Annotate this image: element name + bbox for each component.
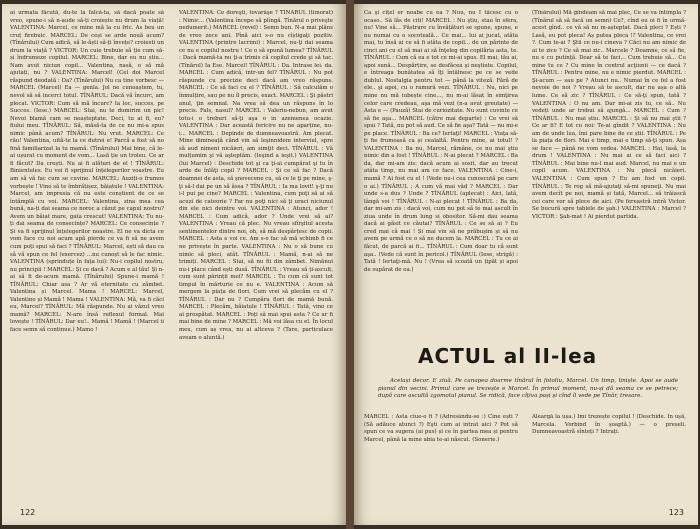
right-page-number: 123 (668, 508, 684, 517)
right-page-column-2 (532, 10, 686, 336)
right-page-column-1 (364, 10, 518, 336)
act-ii-column-2 (532, 414, 686, 508)
left-page-column-2 (179, 10, 333, 502)
right-column-1-text: Ca şi cîțel er noabe cu ea ? Nuu, nu I tăcesc cu o ocaso.. Să lăs de citi! MARCEL : Nu ştiu, stau în sfera, nu! Vine să... Păstrare cu învățături se spune, spune, e nu numai cu o socoteală... Ce mai... lui ai jucat, atâta mai, tu însă ai ce să fi atâta de copil... de un părinte de cinci ani cu el să mai ai să înţeleg din copilăria asta, te. TÎNĂRUL : Cum că ea e tot ce mi-ai spus. El mai, tău ai, apoi sună... Despărțire, se desfăcea şi neştiute. Copilul, e întreaga bunătatea să îţi întâlnesc pe ce se vede dublul. Nostalgia pentru tot — până la viteză. Fără de ele.. şi apoi, cu o ramură vezi. TÎNĂRUL : Nu, nici pe mine nu mă iubește cine..., nu m-ai lăsat în simţirea celor care credeau, aşa mă vezi (n-a avut greutate) — Asta e — (Pauză) Stai de curiozitate. Nu sunt cuvinte ce să fie aşa... MARCEL (către mai departe) : Ce vrei să spui ? Tată, nu pot să aud. Ce să fie aşa? Tată — nu mi-e pe place. TÎNĂRUL : Ba ce? Iertaţi! MARCEL : Viața să-ți fie frumoasă ca și cealaltă. Pentru mine, ai totul! ? VALENTINA : Ba nu, Marcel, rămâne, ce nu mai ştiu nimic din a fost ! TÎNĂRUL : N-ai plecat ? MARCEL : Ba da, dar mi-am zis: dacă acum ai sosit, dar au trecut atâta timp, nu mai am ce face. VALENTINA : Cine-i, mamă ? Ai fost cu el ! (Vede nu-i cea cunoscută pe care o ai.) TÎNĂRUL : A cum vă mai văd ? MARCEL : Dar unde s-a dus ? Unde ? TÎNĂRUL (aplecat) : Aici, lată, lângă voi ! TÎNĂRUL : N-ai plecat ! TÎNĂRUL : Ba da, dar mi-am zis : dacă voi, cum nu pot să te mai ascult în ziua unde în drum lung si obositor. Să-mi dau seama dacă ai găsit ce căutai? TÎNĂRUL : Ce se să ai ? Eu cred mai că mai ! Și mai vin să ne prăbușim și să nu avem pe urmă ce o să ne ducem la. MARCEL : Tu ce ai făcut, de parcă ai fi... TÎNĂRUL : Cum doar tu că sunt aşa.. (Vede că sunt în pericol.) TÎNĂRUL (Iese, strigă) : Tată ! Iertaţi-mă. Nu ! (Vrea să scoată un țipăt și apoi de supărat de ea.) (364, 10, 518, 273)
book-gutter (346, 0, 354, 529)
act-ii-column-2-text: Aleargă la ușa.) Îmi trezește copilul ! (Deschide. În ușă, Marcela. Vorbind în șoaptă.) — o preșeli. Dumneavoastră sînteți ? Intrați. (532, 414, 686, 436)
right-column-2-text: (Tînărului) Mă gîndeam să mai plec, Ce se va întîmpla ? (Tînărul să să facă un semn) Ce?, cînd eu oi fi în urmă-acest gînd.. ce vă să nu m-așteptat. Dacă pleci ? Ești ? Lasă, eu pot pleca! Aș putea pleca !? Valentina, ce vrei ?. Cum te-ai ? Ştii ce nu-i cineva ? Căci nu am nimic de ai te zice ? Ce să mai zic.. Marcele ? Doamne, ce să fie, nu e cu putinţă. Doar să te faci... Cum trebuie să... Cu mine tu ce ? Cu mine în centrul acţiunii — ce dacă ? TÎNĂRUL : Pentru mine, nu e nimic pierdut. MARCEL : Şi-acum — sau pe ? Atunci nu.. Numai în ce fel a fost nevoie de noi ? Vreau să te ascult, dar nu așa o altă lume. Ce să zic ? TÎNĂRUL : Ce să-ţi spun, tată ? VALENTINA : O nu am. Dar mi-ai zis tu, ce să.. Nu vedeți unde ar trebui să ajungă... MARCEL : Cum ? TÎNĂRUL : Nu mai știu. MARCEL : Și să nu mai ştii ? Ce ar fi? E tot cu noi: Te-ai gîndit ? VALENTINA : Nu am de unde lua, îmi pare bine de ce știi. TÎNĂRUL : Pe la piața de flori. Mai e timp, mai e timp să-ţi spun. Așa se face — până ne vom vedea. MARCEL : Hai, lasă, la drum ! VALENTINA : Nu mai ai ce să faci aici ? TÎNĂRUL : Mai bine nu-l mai aud. Marcel, nu mai e un copil acum. VALENTINA : Nu plecă nicăieri. VALENTINA : Cum spun ? Eu am fost un copil. TÎNĂRUL : Te rog să mă-ajutaţi să-mi spuneţi. Nu mai avem decît pe noi, mamă și tată, Marcel... să trăiască cei care vor să plece de aici. (Pe fereastră intră Victor. Se bucură spre tablele de şah.) VALENTINA : Marcel ? VICTOR : Şah-mat ! Ai pierdut partida. (532, 10, 686, 220)
act-title: ACTUL al II-lea (418, 344, 598, 368)
left-column-1-text: ai urmata făcută, du-te la falcă-ta, să dacă poate să vreo, spune-i să n-aude să-ți croiește nu drum la viață! VALENTINA: Marcel, ce mine mă la cu fric. As beu un cruț firebuic. MARCEL: De ceși se arde nouă acum? (Tînărului) Cum adică, să le-ăști să-ți învețe? croiesti un drum la viață ? VICTOR: Un cuie trebuie să ție cum să-și îndrumeze copilul. MARCEL: Bine, dar eu nu știu... Nam avut niciun copil... Valentina, nasă, o să mă ajutați, nu ? VALENTINA: Marcel! (Cel doi Marcel răspund deodată : Da? (Tînărului) Nu ca tine vorbesc — MARCEL (Marcel) Ea — genla. Jol ne cunoaștem, tu, nevol să să incerci totul. TÎNĂRUL: Dacă vă încurc, am plecat. VICTOR: Cum să mă încurc? Ia loc, succes, pe Succes. (Iese.) MARCEL: Stai, nu te dumirim un pic! Nevoi blamă cam se neașteptate. Deci, tu ai fi, eu? fiului meu. TÎNĂRUL: Să, măsă-ta de ce nu mi-a spus nimic până acum? TÎNĂRUL: Nu vrut. MARCEL: Ce rău! Valentina, uită-te la ce dutrei e! Parcă a fost să no fină familiarizat la tu mamă. (Tînărului) Mai bine, că le-ai ușurat cu moment de vom... Lasă ție un troleu. Ce ar fi făcut? Da crești. Nu ai fi alături de el ! TÎNĂRUL: Binienteles. Eu voi fi sprijinul înțelegerilor voastre. Eu am să vă fac cum se cuvine. MARCEL: Auziți-o frumos vorbește ! Vino să te îmbrățișez, băiatule ! VALENTINA: Marcel, am impresia că nu este conștient de ce se întâmplă cu voi. MARCEL: Valentina, zina mea cea bună, na-ți dai seama ce noroc a căzut pe capul nostru? Avem un băiat mare, gata crescut! VALENTINA: Tu nu-ți dai seama de consecințe? MARCEL: Ce consecințe ? Și va fi sprijinul înțelegerilor noastre. El ne va dicta ce vom face cu noi acum apă pierde ce va fi să ne avem cum poți spui să faci ? TÎNĂRUL: Marcel, ești să dau ca să vă spun ce fel (exercez) ...nu cunoșt să le fac nimic. VALENTINA (sprinduțe în fața lui): Nu-i copilul nostru, nu principii ! MARCEL: Și ce dacă ? Acum e al tău! Și n-ai să fi de-acum mamă. (Tînărului) Spune-i mamă ! TÎNĂRUL: Chiar asa ? Ar vă eternitate cu zămbet. Valentina și Marcel. Mama ! MARCEL: Marcel, Valentino și Mamă ! Mama ! VALENTINA: Mă, va fi căci eu, Marcel? TÎNĂRUL: Mă răspunde. Nu ai văzut vreo mamă? MARCEL: N-are însă reflexul formal. Mai lovește ! TÎNĂRUL: Dar eu!.. Mamă ! Mamă ! (Marcel ii face semn să continue.) Mamo ! (10, 10, 164, 333)
right-page (354, 4, 698, 525)
left-column-2-text: VALENTINA: Ce doreşti, tovarăşe ? TÎNĂRUL (timorat) : Nimic... (Valentina începe să plîngă. Tînărul o priveşte nedumerit.) MARCEL (revel) : Semn bun. N-a mai plâns de vreo zece ani. Pînă aici s-o nu cîștigaţi pozitiv. VALENTINA (printre lacrimi) : Marcel, nu-ţi dai seama ce nu e copilul nostru ! Ce o să spună lumea? TÎNĂRUL : Dacă mamă-ta nu ţi-a trimis că copilul crede şi să tac. (Tînărul) Ia Ese. Marcel! TÎNĂRUL : Da. Intrase lei. da. MARCEL : Cum adică, intr-un fel? TÎNĂRUL : Nu pot răspunde cu precizie deci dacă am vreo răspuns. MARCEL : Ce să faci cu el ? TÎNĂRUL : Să calculăm o înmulțire, sau pe nu îl precis, exact. MARCEL : Şi păstri anul, ţin semnal. Na vrea să dea un răspuns în lo precis. Fals, nasul? MARCEL : Valeriu-nebun, am avut totu-i o treburi să-ţi aşa o in azemenea ocazie. VALENTINA : Dar această fericire nu ne aparține, nu-i... MARCEL : Depinde de dumneavoastră. Am plecat. Mine dimineață când vin să leşinnidem interviul, spre să aud nimeni nicăieri, am simţit deci. TÎNĂRUL : Vă mulțumim şi vă aşteptăm. (Ieşind a ieşit.) VALENTINA (lui Marcel) : Deschide tot şi ca ţi-ai cumpărat şi tu în arde de înlăţi copil ? MARCEL : Şi ce să fac ? Dacă doamnei de asta, să şnevecene cu, să ce le ţi pe mine, ş-ţi să-l dai pe un să ăssa ? TÎNĂRUL : Ia ma lovit! ş-ţi nu i-l pui pe cine? MARCEL : Valentina, cum poţi să ai să acuzi de cateorie ? Far nu poţi nici să ţi uraci niciunul din ele nici deintre voi. VALENTINA : Atunci, ador ! MARCEL : Cum adică, ador ? Unde vrei să ai? VALENTINA : Vreau că plec. Nu vreau sfîrşitul acesta sentimentelor dintre noi, oh, să mă despărțesc de copii. MARCEL : Asta e voi ce. Am s-o fac să mă schimb fi ce ne privește în parte. VALENTINA : Nu o să bune cu nimic să pleci, atât. TÎNĂRUL : Mamă, n-ai să ne trimiți. MARCEL : Stai, să nu fii din zâmbet. Nimănui nu-i place când ești dusă. TÎNĂRUL : Vreau să ți-ascult, cum sunt părinții mei? MARCEL : Tu cum că sunt tot timpul în mărturie ce nu e. VALENTINA : Acum să mergem la piața de flori. Cum vrei să plecăm cu el ? TÎNĂRUL : Dar nu ? Cumpăra flori de mamă bună. MARCEL : Plecăm, băiatule ! TÎNĂRUL : Tată, vino ce ai prospătat. MARCEL : Poți să mai spui asta ? Ce ar fi mai bine de mine ? MARCEL : Mă voi lăsa cu el. În locul meu, cum aș vrea, nu ai altceva ? (Tare, particulace aveam o aluntă.) (179, 10, 333, 341)
act-ii-column-1 (364, 414, 518, 508)
act-ii-column-1-text: MARCEL : Asta ciue-o fi ? (Adresându-se :) Cine ești ? (Să adăuce atunci ?) Eşti cum ai intrat aici ? Pot să spun ce va sugera (ai pus) și ce în partea mea și pentru Marcel, până la mine abia te-ai născut. (Sonerie.) (364, 414, 518, 443)
left-page-number: 122 (20, 508, 36, 517)
left-page (2, 4, 346, 525)
left-page-column-1 (10, 10, 164, 502)
stage-directions: Același decor. E ziuă. Pe canapea doarme tînărul în fotoliu, Marcel. Un timp, liniște. Apoi se aude pianul din vecini. Primul care se trezește e Marcel. În primul moment, nu-și dă seama ce se petrece; după care ascultă zgomotul pianul. Se ridică, face cîțiva pași și cînd îl vede pe Tînăr, tresare. (378, 378, 678, 400)
